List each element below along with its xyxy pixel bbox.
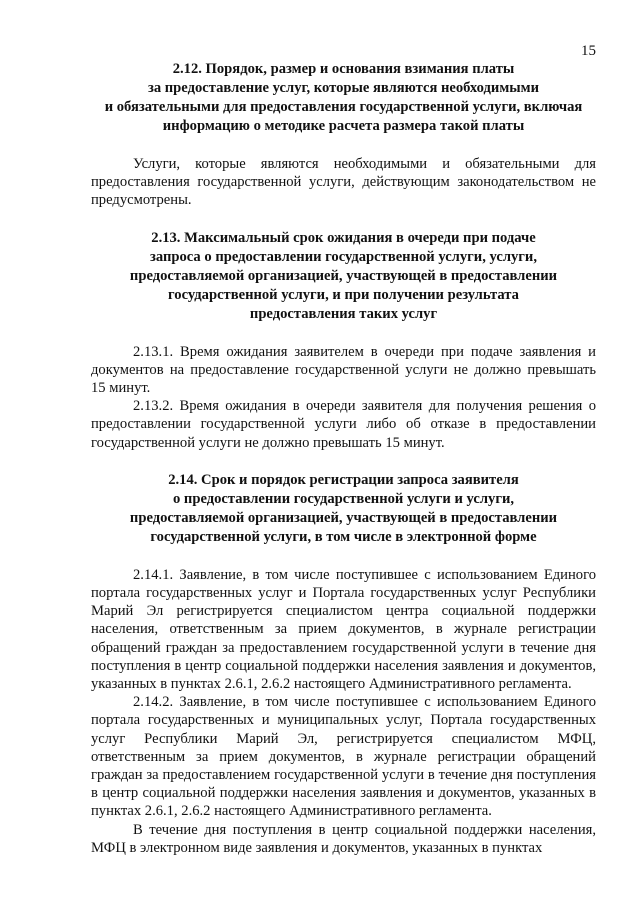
heading-line: предоставления таких услуг bbox=[249, 305, 438, 322]
paragraph: 2.13.1. Время ожидания заявителем в очереди при подаче заявления и документов на предоставление государственной услуги не должно превышать 15 минут. bbox=[91, 343, 596, 397]
paragraph: 2.13.2. Время ожидания в очереди заявителя для получения решения о предоставлении государственной услуги либо об отказе в предоставлении государственной услуги не должно превышать 15 минут. bbox=[91, 398, 596, 451]
paragraph: 2.14.1. Заявление, в том числе поступившее с использованием Единого портала государственных услуг и Портала государственных услуг Республики Марий Эл регистрируется специалистом центра социальной поддержки населения, ответственным за прием документов, в журнале регистрации обращений граждан за предоставлением государственной услуги в течение дня поступления в центр социальной поддержки населения заявления и документов, указанных в пунктах 2.6.1, 2.6.2 настоящего Административного регламента. bbox=[91, 566, 596, 693]
page-number: 15 bbox=[581, 43, 596, 59]
section-heading-2-13 bbox=[91, 229, 596, 324]
heading-line: 2.14. Срок и порядок регистрации запроса заявителя bbox=[168, 471, 519, 488]
heading-line: информацию о методике расчета размера такой платы bbox=[162, 118, 525, 134]
heading-line: за предоставление услуг, которые являются необходимыми bbox=[147, 80, 540, 96]
paragraph: В течение дня поступления в центр социальной поддержки населения, МФЦ в электронном виде заявления и документов, указанных в пунктах bbox=[91, 821, 596, 856]
heading-line: государственной услуги, в том числе в электронной форме bbox=[150, 528, 537, 545]
section-heading-2-12 bbox=[91, 60, 596, 136]
section-heading-2-14 bbox=[91, 471, 596, 547]
paragraph: Услуги, которые являются необходимыми и обязательными для предоставления государственной услуги, действующим законодательством не предусмотрены. bbox=[91, 156, 596, 209]
heading-line: и обязательными для предоставления государственной услуги, включая bbox=[104, 99, 583, 115]
heading-line: предоставляемой организацией, участвующей в предоставлении bbox=[129, 267, 558, 284]
heading-line: государственной услуги, и при получении результата bbox=[168, 286, 519, 303]
paragraph: 2.14.2. Заявление, в том числе поступившее с использованием Единого портала государственных и муниципальных услуг, Портала государственных услуг Республики Марий Эл, регистрируется специалистом МФЦ, ответственным за прием документов, в журнале регистрации обращений граждан за предоставлением государственной услуги в течение дня поступления в центр социальной поддержки населения заявления и документов, указанных в пунктах 2.6.1, 2.6.2 настоящего Административного регламента. bbox=[91, 694, 596, 820]
document-body bbox=[91, 60, 596, 857]
heading-line: 2.12. Порядок, размер и основания взимания платы bbox=[172, 61, 515, 77]
heading-line: 2.13. Максимальный срок ожидания в очереди при подаче bbox=[151, 229, 536, 246]
heading-line: запроса о предоставлении государственной услуги, услуги, bbox=[149, 248, 537, 265]
heading-line: предоставляемой организацией, участвующей в предоставлении bbox=[129, 509, 558, 526]
heading-line: о предоставлении государственной услуги и услуги, bbox=[172, 490, 515, 507]
